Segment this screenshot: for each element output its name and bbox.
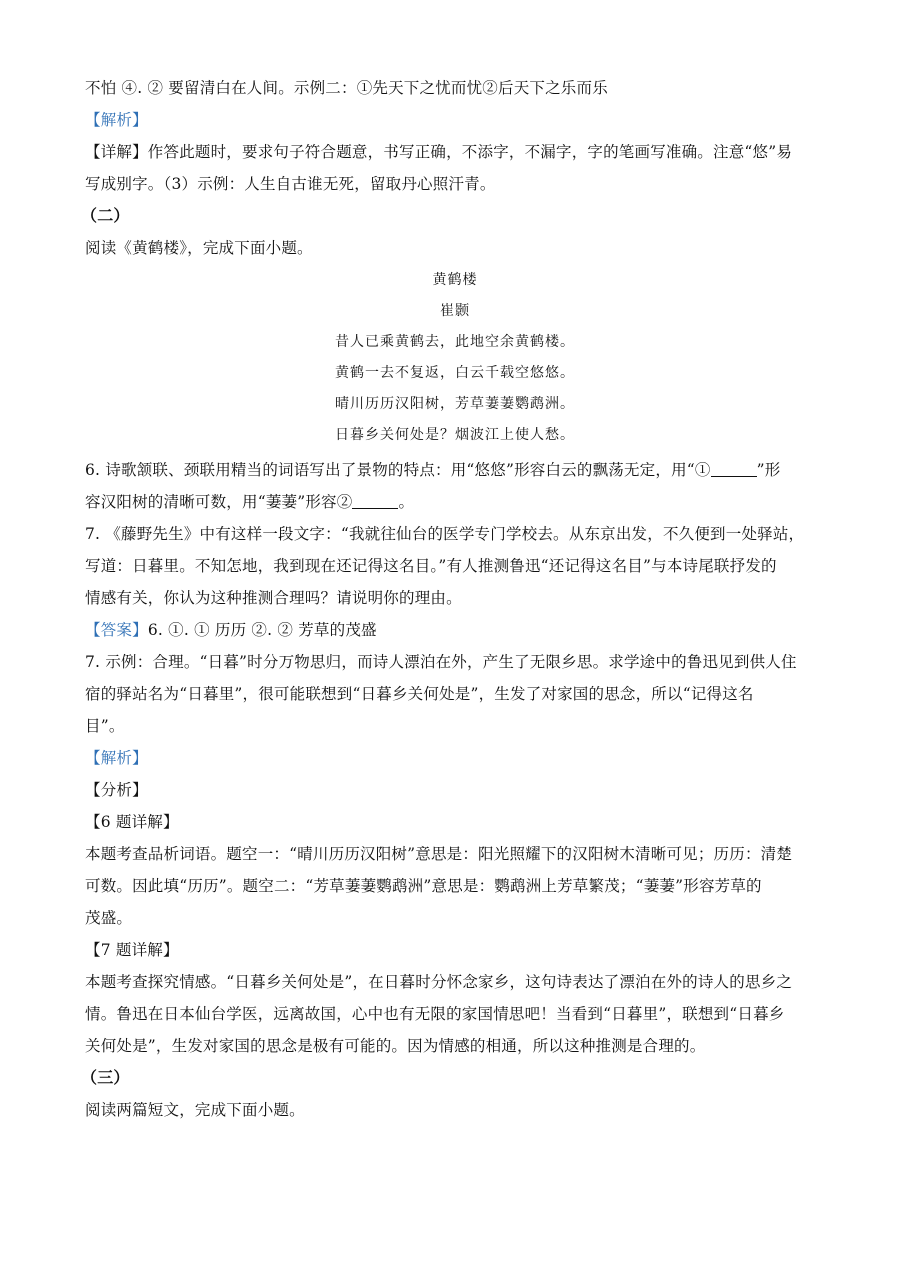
answer-line — [85, 614, 825, 646]
text-line: 情感有关，你认为这种推测合理吗？请说明你的理由。 — [85, 589, 462, 607]
poem-line: 黄鹤一去不复返，白云千载空悠悠。 — [335, 365, 575, 381]
detail-heading-7: 【7 题详解】 — [85, 941, 179, 959]
text-line: 茂盛。 — [85, 909, 133, 927]
text-line: 7. 《藤野先生》中有这样一段文字：“我就往仙台的医学专门学校去。从东京出发，不久便到一处驿站， — [85, 525, 805, 543]
question-text: 容汉阳树的清晰可数，用“萋萋”形容② — [85, 493, 353, 511]
question-text: 6. 诗歌颔联、颈联用精当的词语写出了景物的特点：用“悠悠”形容白云的飘荡无定，用“① — [85, 461, 711, 479]
section-heading-2: （二） — [81, 206, 130, 225]
text-line: 关何处是”，生发对家国的思念是极有可能的。因为情感的相通，所以这种推测是合理的。 — [85, 1037, 706, 1055]
poem-line: 日暮乡关何处是？烟波江上使人愁。 — [335, 427, 575, 443]
text-line: 本题考查品析词语。题空一：“晴川历历汉阳树”意思是：阳光照耀下的汉阳树木清晰可见；历历：清楚 — [85, 845, 793, 863]
analysis-tag: 【解析】 — [85, 749, 148, 767]
text-line: 不怕 ④. ② 要留清白在人间。示例二：①先天下之忧而忧②后天下之乐而乐 — [85, 79, 608, 97]
question-text: ”形 — [756, 461, 781, 479]
analysis-tag: 【解析】 — [85, 111, 148, 129]
poem-block — [85, 265, 825, 451]
text-line: 可数。因此填“历历”。题空二：“芳草萋萋鹦鹉洲”意思是：鹦鹉洲上芳草繁茂；“萋萋”形容芳草的 — [85, 877, 762, 895]
text-line: 情。鲁迅在日本仙台学医，远离故国，心中也有无限的家国情思吧！当看到“日暮里”，联想到“日暮乡 — [85, 1005, 785, 1023]
poem-author: 崔颢 — [440, 303, 470, 319]
text-line: 阅读《黄鹤楼》，完成下面小题。 — [85, 239, 313, 257]
text-line: 【详解】作答此题时，要求句子符合题意，书写正确，不添字，不漏字，字的笔画写准确。注意“悠”易 — [85, 143, 793, 161]
text-line: 阅读两篇短文，完成下面小题。 — [85, 1101, 305, 1119]
text-line: 写成别字。（3）示例：人生自古谁无死，留取丹心照汗青。 — [85, 175, 496, 193]
question-6-line-1 — [85, 454, 825, 486]
analysis-label: 【分析】 — [85, 781, 148, 799]
text-line: 写道：日暮里。不知怎地，我到现在还记得这名目。”有人推测鲁迅“还记得这名目”与本诗尾联抒发的 — [85, 557, 777, 575]
answer-text: 6. ①. ① 历历 ②. ② 芳草的茂盛 — [147, 621, 377, 639]
text-line: 本题考查探究情感。“日暮乡关何处是”，在日暮时分怀念家乡，这句诗表达了漂泊在外的诗人的思乡之 — [85, 973, 793, 991]
text-line: 宿的驿站名为“日暮里”，很可能联想到“日暮乡关何处是”，生发了对家国的思念，所以“记得这名 — [85, 685, 754, 703]
text-line: 7. 示例：合理。“日暮”时分万物思归，而诗人漂泊在外，产生了无限乡思。求学途中的鲁迅见到供人住 — [85, 653, 797, 671]
question-6-line-2 — [85, 486, 825, 518]
detail-heading-6: 【6 题详解】 — [85, 813, 179, 831]
document-page — [81, 72, 825, 1126]
section-heading-3: （三） — [81, 1068, 130, 1087]
answer-blank — [352, 492, 398, 509]
poem-title: 黄鹤楼 — [432, 272, 478, 288]
poem-line: 晴川历历汉阳树，芳草萋萋鹦鹉洲。 — [335, 396, 575, 412]
answer-tag: 【答案】 — [85, 621, 148, 639]
text-line: 目”。 — [85, 717, 125, 735]
poem-line: 昔人已乘黄鹤去，此地空余黄鹤楼。 — [335, 334, 575, 350]
question-text: 。 — [398, 493, 415, 511]
answer-blank — [711, 460, 757, 477]
